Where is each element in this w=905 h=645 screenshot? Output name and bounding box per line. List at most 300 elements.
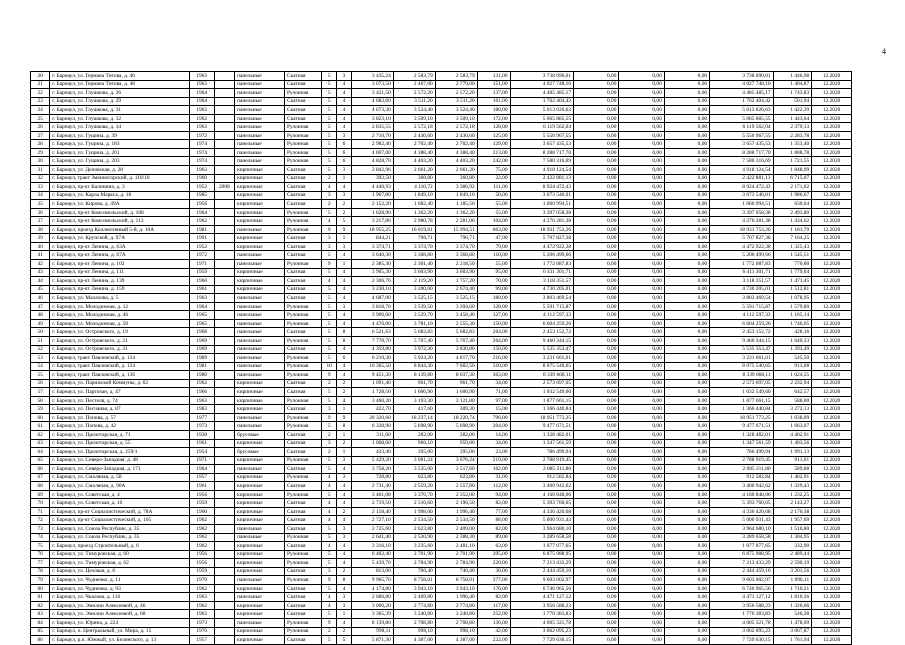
table-row xyxy=(31,294,852,303)
year-built-cell: 1966 xyxy=(189,388,214,397)
cost-regional-cell: 0,00 xyxy=(619,379,664,388)
wall-material-cell: панельные xyxy=(235,89,285,98)
living-area-cell: 2 534,50 xyxy=(393,516,435,525)
roof-type-cell: Скатная xyxy=(284,405,321,414)
wall-material-cell: панельные xyxy=(235,371,285,380)
entrances-cell: 4 xyxy=(337,465,352,474)
roof-type-cell: Скатная xyxy=(284,507,321,516)
residents-cell: 180,00 xyxy=(477,106,510,115)
floors-cell: 5 xyxy=(322,302,337,311)
cost-federal-cell: 0,00 xyxy=(574,499,619,508)
year-built-cell: 1952 xyxy=(189,183,214,192)
cost-owners-cell: 1 077 077,65 xyxy=(710,542,774,551)
table-row xyxy=(31,550,852,559)
address-cell: г. Барнаул, ул. Попова, д. 57 xyxy=(50,413,189,422)
row-number-cell: 86 xyxy=(31,636,50,645)
total-cost-cell: 8 924 472,43 xyxy=(510,183,574,192)
total-area-cell: 2 385,30 xyxy=(351,260,393,269)
cost-per-sqm-cell: 1 404,87 xyxy=(773,80,812,89)
total-cost-cell: 1 366 440,84 xyxy=(510,405,574,414)
residential-area-cell: 5 682,83 xyxy=(435,328,477,337)
floors-cell: 5 xyxy=(322,157,337,166)
entrances-cell: 8 xyxy=(337,422,352,431)
year-built-cell: 1973 xyxy=(189,619,214,628)
total-area-cell: 7 778,70 xyxy=(351,336,393,345)
living-area-cell: 2 301,40 xyxy=(393,260,435,269)
cost-municipal-cell: 0,00 xyxy=(664,524,709,533)
table-row xyxy=(31,542,852,551)
completion-date-cell: 12.2020 xyxy=(812,106,852,115)
cost-municipal-cell: 0,00 xyxy=(664,371,709,380)
cost-regional-cell: 0,00 xyxy=(619,627,664,636)
total-area-cell: 2 731,40 xyxy=(351,482,393,491)
cost-federal-cell: 0,00 xyxy=(574,114,619,123)
year-renovated-cell xyxy=(214,140,234,149)
cost-federal-cell: 0,00 xyxy=(574,72,619,81)
living-area-cell: 3 240,80 xyxy=(393,610,435,619)
completion-date-cell: 12.2020 xyxy=(812,294,852,303)
address-cell: г. Барнаул, ул. Чудненко, д. 93 xyxy=(50,584,189,593)
residents-cell: 110,00 xyxy=(477,251,510,260)
address-cell: г. Барнаул, ул. Советская, д. 10 xyxy=(50,499,189,508)
cost-regional-cell: 0,00 xyxy=(619,499,664,508)
cost-municipal-cell: 0,00 xyxy=(664,584,709,593)
residents-cell: 127,00 xyxy=(477,311,510,320)
total-area-cell: 9 451,30 xyxy=(351,371,393,380)
cost-regional-cell: 0,00 xyxy=(619,490,664,499)
living-area-cell: 2 467,00 xyxy=(393,80,435,89)
residents-cell: 310,00 xyxy=(477,362,510,371)
roof-type-cell: Рулонная xyxy=(284,157,321,166)
table-row xyxy=(31,499,852,508)
cost-regional-cell: 0,00 xyxy=(619,114,664,123)
cost-owners-cell: 1 762 404,42 xyxy=(710,97,774,106)
wall-material-cell: кирпичные xyxy=(235,559,285,568)
residents-cell: 161,00 xyxy=(477,97,510,106)
cost-municipal-cell: 0,00 xyxy=(664,106,709,115)
table-row xyxy=(31,354,852,363)
cost-municipal-cell: 0,00 xyxy=(664,140,709,149)
floors-cell: 4 xyxy=(322,593,337,602)
living-area-cell: 3 509,10 xyxy=(393,114,435,123)
cost-regional-cell: 0,00 xyxy=(619,396,664,405)
year-built-cell: 1981 xyxy=(189,362,214,371)
wall-material-cell: панельные xyxy=(235,465,285,474)
residents-cell: 94,00 xyxy=(477,490,510,499)
year-built-cell: 1959 xyxy=(189,268,214,277)
cost-regional-cell: 0,00 xyxy=(619,524,664,533)
wall-material-cell: кирпичные xyxy=(235,439,285,448)
total-cost-cell: 6 746 965,56 xyxy=(510,584,574,593)
wall-material-cell: панельные xyxy=(235,422,285,431)
completion-date-cell: 12.2020 xyxy=(812,388,852,397)
cost-owners-cell: 18 951 773,25 xyxy=(710,413,774,422)
entrances-cell: 1 xyxy=(337,448,352,457)
cost-per-sqm-cell: 1 478,69 xyxy=(773,619,812,628)
table-row xyxy=(31,148,852,157)
total-area-cell: 3 758,20 xyxy=(351,465,393,474)
completion-date-cell: 12.2020 xyxy=(812,619,852,628)
cost-federal-cell: 0,00 xyxy=(574,311,619,320)
row-number-cell: 64 xyxy=(31,448,50,457)
cost-municipal-cell: 0,00 xyxy=(664,345,709,354)
total-area-cell: 6 462,40 xyxy=(351,550,393,559)
total-area-cell: 2 686,80 xyxy=(351,593,393,602)
year-renovated-cell xyxy=(214,277,234,286)
row-number-cell: 70 xyxy=(31,499,50,508)
year-built-cell: 1962 xyxy=(189,524,214,533)
residential-area-cell: 3 524,40 xyxy=(435,106,477,115)
entrances-cell: 4 xyxy=(337,550,352,559)
cost-municipal-cell: 0,00 xyxy=(664,251,709,260)
residents-cell: 663,00 xyxy=(477,225,510,234)
floors-cell: 5 xyxy=(322,72,337,81)
year-renovated-cell xyxy=(214,542,234,551)
cost-per-sqm-cell: 642,57 xyxy=(773,388,812,397)
cost-municipal-cell: 0,00 xyxy=(664,97,709,106)
residential-area-cell: 282,00 xyxy=(435,430,477,439)
cost-federal-cell: 0,00 xyxy=(574,388,619,397)
living-area-cell: 2 119,20 xyxy=(393,277,435,286)
total-cost-cell: 7 213 433,29 xyxy=(510,559,574,568)
residential-area-cell: 1 849,10 xyxy=(435,191,477,200)
row-number-cell: 58 xyxy=(31,396,50,405)
row-number-cell: 72 xyxy=(31,516,50,525)
year-built-cell: 1957 xyxy=(189,636,214,645)
year-built-cell: 1962 xyxy=(189,114,214,123)
cost-per-sqm-cell: 545,50 xyxy=(773,354,812,363)
address-cell: г. Барнаул, ул. Песчаная, д. 87 xyxy=(50,405,189,414)
year-built-cell: 1981 xyxy=(189,225,214,234)
cost-per-sqm-cell: 1 326,66 xyxy=(773,601,812,610)
cost-federal-cell: 0,00 xyxy=(574,80,619,89)
cost-federal-cell: 0,00 xyxy=(574,277,619,286)
address-cell: г. Барнаул, ул. Глушкова, д. 29 xyxy=(50,97,189,106)
cost-federal-cell: 0,00 xyxy=(574,619,619,628)
entrances-cell: 3 xyxy=(337,593,352,602)
total-cost-cell: 5 206 499,66 xyxy=(510,251,574,260)
cost-per-sqm-cell: 1 232,25 xyxy=(773,490,812,499)
completion-date-cell: 12.2020 xyxy=(812,405,852,414)
cost-municipal-cell: 0,00 xyxy=(664,311,709,320)
living-area-cell: 417,60 xyxy=(393,405,435,414)
cost-federal-cell: 0,00 xyxy=(574,627,619,636)
wall-material-cell: кирпичные xyxy=(235,268,285,277)
residents-cell: 63,00 xyxy=(477,542,510,551)
year-built-cell: 1962 xyxy=(189,542,214,551)
row-number-cell: 46 xyxy=(31,294,50,303)
cost-owners-cell: 3 964 680,10 xyxy=(710,524,774,533)
total-cost-cell: 8 339 668,11 xyxy=(510,371,574,380)
total-cost-cell: 786 499,94 xyxy=(510,448,574,457)
total-cost-cell: 3 673 546,01 xyxy=(510,191,574,200)
cost-per-sqm-cell: 3 067,87 xyxy=(773,627,812,636)
cost-owners-cell: 1 772 087,83 xyxy=(710,260,774,269)
row-number-cell: 78 xyxy=(31,567,50,576)
living-area-cell: 4 403,20 xyxy=(393,157,435,166)
year-built-cell: 1971 xyxy=(189,456,214,465)
cost-municipal-cell: 0,00 xyxy=(664,619,709,628)
cost-regional-cell: 0,00 xyxy=(619,140,664,149)
living-area-cell: 4 388,40 xyxy=(393,148,435,157)
cost-federal-cell: 0,00 xyxy=(574,448,619,457)
row-number-cell: 69 xyxy=(31,490,50,499)
cost-per-sqm-cell: 1 710,21 xyxy=(773,584,812,593)
wall-material-cell: панельные xyxy=(235,225,285,234)
cost-per-sqm-cell: 3 201,56 xyxy=(773,567,812,576)
roof-type-cell: Скатная xyxy=(284,97,321,106)
year-built-cell: 1963 xyxy=(189,166,214,175)
roof-type-cell: Рулонная xyxy=(284,619,321,628)
entrances-cell: 2 xyxy=(337,567,352,576)
cost-owners-cell: 5 065 885,55 xyxy=(710,114,774,123)
total-cost-cell: 3 118 351,57 xyxy=(510,277,574,286)
cost-owners-cell: 1 877 661,15 xyxy=(710,396,774,405)
year-renovated-cell xyxy=(214,217,234,226)
cost-per-sqm-cell: 2 379,13 xyxy=(773,123,812,132)
living-area-cell: 2 516,60 xyxy=(393,499,435,508)
completion-date-cell: 12.2020 xyxy=(812,114,852,123)
cost-per-sqm-cell: 588,00 xyxy=(773,396,812,405)
year-renovated-cell xyxy=(214,584,234,593)
cost-owners-cell: 4 918 124,54 xyxy=(710,166,774,175)
year-built-cell: 1938 xyxy=(189,430,214,439)
living-area-cell: 3 603,90 xyxy=(393,268,435,277)
year-built-cell: 1962 xyxy=(189,217,214,226)
year-renovated-cell xyxy=(214,208,234,217)
total-area-cell: 5 439,70 xyxy=(351,559,393,568)
residents-cell: 205,00 xyxy=(477,550,510,559)
year-built-cell: 1964 xyxy=(189,302,214,311)
cost-per-sqm-cell: 2 489,44 xyxy=(773,550,812,559)
table-row xyxy=(31,89,852,98)
cost-municipal-cell: 0,00 xyxy=(664,550,709,559)
year-built-cell: 1976 xyxy=(189,627,214,636)
total-area-cell: 728,80 xyxy=(351,473,393,482)
residents-cell: 88,00 xyxy=(477,516,510,525)
row-number-cell: 75 xyxy=(31,542,50,551)
cost-owners-cell: 3 738 690,01 xyxy=(710,72,774,81)
wall-material-cell: панельные xyxy=(235,131,285,140)
total-cost-cell: 3 964 680,10 xyxy=(510,524,574,533)
cost-federal-cell: 0,00 xyxy=(574,371,619,380)
cost-municipal-cell: 0,00 xyxy=(664,388,709,397)
table-row xyxy=(31,140,852,149)
wall-material-cell: панельные xyxy=(235,524,285,533)
year-renovated-cell xyxy=(214,559,234,568)
cost-municipal-cell: 0,00 xyxy=(664,72,709,81)
total-area-cell: 4 828,70 xyxy=(351,157,393,166)
completion-date-cell: 12.2020 xyxy=(812,183,852,192)
residential-area-cell: 2 555,30 xyxy=(435,319,477,328)
cost-owners-cell: 3 062 095,23 xyxy=(710,627,774,636)
cost-municipal-cell: 0,00 xyxy=(664,576,709,585)
table-row xyxy=(31,362,852,371)
wall-material-cell: панельные xyxy=(235,114,285,123)
entrances-cell: 9 xyxy=(337,225,352,234)
year-renovated-cell xyxy=(214,285,234,294)
cost-owners-cell: 9 460 344,15 xyxy=(710,336,774,345)
total-cost-cell: 4 472 922,38 xyxy=(510,242,574,251)
cost-federal-cell: 0,00 xyxy=(574,285,619,294)
cost-per-sqm-cell: 1 640,33 xyxy=(773,336,812,345)
residents-cell: 137,00 xyxy=(477,89,510,98)
cost-regional-cell: 0,00 xyxy=(619,268,664,277)
cost-municipal-cell: 0,00 xyxy=(664,328,709,337)
roof-type-cell: Рулонная xyxy=(284,473,321,482)
residential-area-cell: 4 388,40 xyxy=(435,148,477,157)
cost-federal-cell: 0,00 xyxy=(574,465,619,474)
cost-regional-cell: 0,00 xyxy=(619,106,664,115)
cost-regional-cell: 0,00 xyxy=(619,636,664,645)
total-area-cell: 1 068,60 xyxy=(351,439,393,448)
address-cell: г. Барнаул, ул. Гущина, д. 183 xyxy=(50,140,189,149)
cost-regional-cell: 0,00 xyxy=(619,542,664,551)
year-built-cell: 1957 xyxy=(189,473,214,482)
cost-regional-cell: 0,00 xyxy=(619,388,664,397)
year-renovated-cell xyxy=(214,80,234,89)
roof-type-cell: Скатная xyxy=(284,516,321,525)
floors-cell: 9 xyxy=(322,413,337,422)
total-area-cell: 8 139,80 xyxy=(351,619,393,628)
total-cost-cell: 1 328 482,01 xyxy=(510,430,574,439)
floors-cell: 5 xyxy=(322,550,337,559)
year-renovated-cell xyxy=(214,200,234,209)
total-area-cell: 3 906,60 xyxy=(351,311,393,320)
entrances-cell: 4 xyxy=(337,559,352,568)
residents-cell: 38,00 xyxy=(477,567,510,576)
wall-material-cell: панельные xyxy=(235,106,285,115)
table-row xyxy=(31,439,852,448)
address-cell: г. Барнаул, ул. Смоляная, д. 90А xyxy=(50,482,189,491)
row-number-cell: 30 xyxy=(31,157,50,166)
roof-type-cell: Рулонная xyxy=(284,225,321,234)
year-built-cell: 1974 xyxy=(189,157,214,166)
roof-type-cell: Рулонная xyxy=(284,311,321,320)
total-area-cell: 2 727,10 xyxy=(351,516,393,525)
year-renovated-cell xyxy=(214,567,234,576)
floors-cell: 4 xyxy=(322,542,337,551)
total-area-cell: 3 461,08 xyxy=(351,490,393,499)
row-number-cell: 51 xyxy=(31,336,50,345)
residents-cell: 220,00 xyxy=(477,559,510,568)
cost-federal-cell: 0,00 xyxy=(574,542,619,551)
table-row xyxy=(31,465,852,474)
cost-regional-cell: 0,00 xyxy=(619,89,664,98)
cost-owners-cell: 5 206 499,66 xyxy=(710,251,774,260)
residents-cell: 95,00 xyxy=(477,268,510,277)
table-row xyxy=(31,533,852,542)
row-number-cell: 25 xyxy=(31,114,50,123)
residents-cell: 128,00 xyxy=(477,302,510,311)
year-renovated-cell xyxy=(214,430,234,439)
entrances-cell: 3 xyxy=(337,166,352,175)
roof-type-cell: Скатная xyxy=(284,601,321,610)
year-renovated-cell xyxy=(214,268,234,277)
table-row xyxy=(31,601,852,610)
total-cost-cell: 3 738 690,01 xyxy=(510,72,574,81)
year-renovated-cell xyxy=(214,448,234,457)
completion-date-cell: 12.2020 xyxy=(812,371,852,380)
cost-federal-cell: 0,00 xyxy=(574,354,619,363)
cost-municipal-cell: 0,00 xyxy=(664,413,709,422)
roof-type-cell: Скатная xyxy=(284,277,321,286)
total-area-cell: 3 217,86 xyxy=(351,217,393,226)
cost-federal-cell: 0,00 xyxy=(574,294,619,303)
floors-cell: 5 xyxy=(322,636,337,645)
residential-area-cell: 3 525,15 xyxy=(435,294,477,303)
residential-area-cell: 2 409,00 xyxy=(435,524,477,533)
year-renovated-cell xyxy=(214,251,234,260)
completion-date-cell: 12.2020 xyxy=(812,302,852,311)
total-area-cell: 5 429,20 xyxy=(351,456,393,465)
entrances-cell: 4 xyxy=(337,97,352,106)
floors-cell: 5 xyxy=(322,251,337,260)
cost-federal-cell: 0,00 xyxy=(574,345,619,354)
year-built-cell: 1970 xyxy=(189,576,214,585)
address-cell: г. Барнаул, ул. Партизан, д. 47 xyxy=(50,388,189,397)
address-cell: г. Барнаул, пр-кт Комсомольский, д. 108 xyxy=(50,208,189,217)
roof-type-cell: Скатная xyxy=(284,328,321,337)
total-area-cell: 4 359,80 xyxy=(351,345,393,354)
cost-federal-cell: 0,00 xyxy=(574,225,619,234)
living-area-cell: 1 682,40 xyxy=(393,200,435,209)
cost-per-sqm-cell: 1 078,95 xyxy=(773,294,812,303)
address-cell: г. Барнаул, ул. Карла Маркса, д. 18 xyxy=(50,191,189,200)
residential-area-cell: 2 779,00 xyxy=(435,80,477,89)
row-number-cell: 71 xyxy=(31,507,50,516)
cost-regional-cell: 0,00 xyxy=(619,234,664,243)
cost-per-sqm-cell: 1 038,09 xyxy=(773,413,812,422)
address-cell: г. Барнаул, ул. Деповская, д. 28 xyxy=(50,166,189,175)
address-cell: г. Барнаул, тракт Павловский, д. 134 xyxy=(50,362,189,371)
living-area-cell: 3 943,10 xyxy=(393,584,435,593)
address-cell: г. Барнаул, ул. Союза Республик, д. 35 xyxy=(50,533,189,542)
cost-municipal-cell: 0,00 xyxy=(664,473,709,482)
entrances-cell: 3 xyxy=(337,473,352,482)
wall-material-cell: кирпичные xyxy=(235,456,285,465)
living-area-cell: 2 784,90 xyxy=(393,559,435,568)
wall-material-cell: панельные xyxy=(235,157,285,166)
cost-per-sqm-cell: 1 353,40 xyxy=(773,140,812,149)
residents-cell: 156,00 xyxy=(477,345,510,354)
living-area-cell: 961,70 xyxy=(393,379,435,388)
residential-area-cell: 4 817,70 xyxy=(435,354,477,363)
completion-date-cell: 12.2020 xyxy=(812,379,852,388)
row-number-cell: 47 xyxy=(31,302,50,311)
entrances-cell: 3 xyxy=(337,131,352,140)
residential-area-cell: 623,80 xyxy=(435,473,477,482)
address-cell: г. Барнаул, проезд Коллективный 5-й, д. 10А xyxy=(50,225,189,234)
address-cell: г. Барнаул, ул. Пролетарская, д. 259/1 xyxy=(50,448,189,457)
living-area-cell: 4 387,00 xyxy=(393,636,435,645)
completion-date-cell: 12.2020 xyxy=(812,456,852,465)
year-built-cell: 1963 xyxy=(189,106,214,115)
row-number-cell: 20 xyxy=(31,72,50,81)
floors-cell: 4 xyxy=(322,516,337,525)
completion-date-cell: 12.2020 xyxy=(812,123,852,132)
cost-municipal-cell: 0,00 xyxy=(664,336,709,345)
cost-federal-cell: 0,00 xyxy=(574,584,619,593)
cost-regional-cell: 0,00 xyxy=(619,559,664,568)
residential-area-cell: 2 661,20 xyxy=(435,166,477,175)
table-row xyxy=(31,80,852,89)
roof-type-cell: Скатная xyxy=(284,191,321,200)
address-cell: г. Барнаул, п. Центральный, ул. Мира, д. 15 xyxy=(50,627,189,636)
cost-regional-cell: 0,00 xyxy=(619,345,664,354)
residential-area-cell: 959,80 xyxy=(435,439,477,448)
row-number-cell: 84 xyxy=(31,619,50,628)
